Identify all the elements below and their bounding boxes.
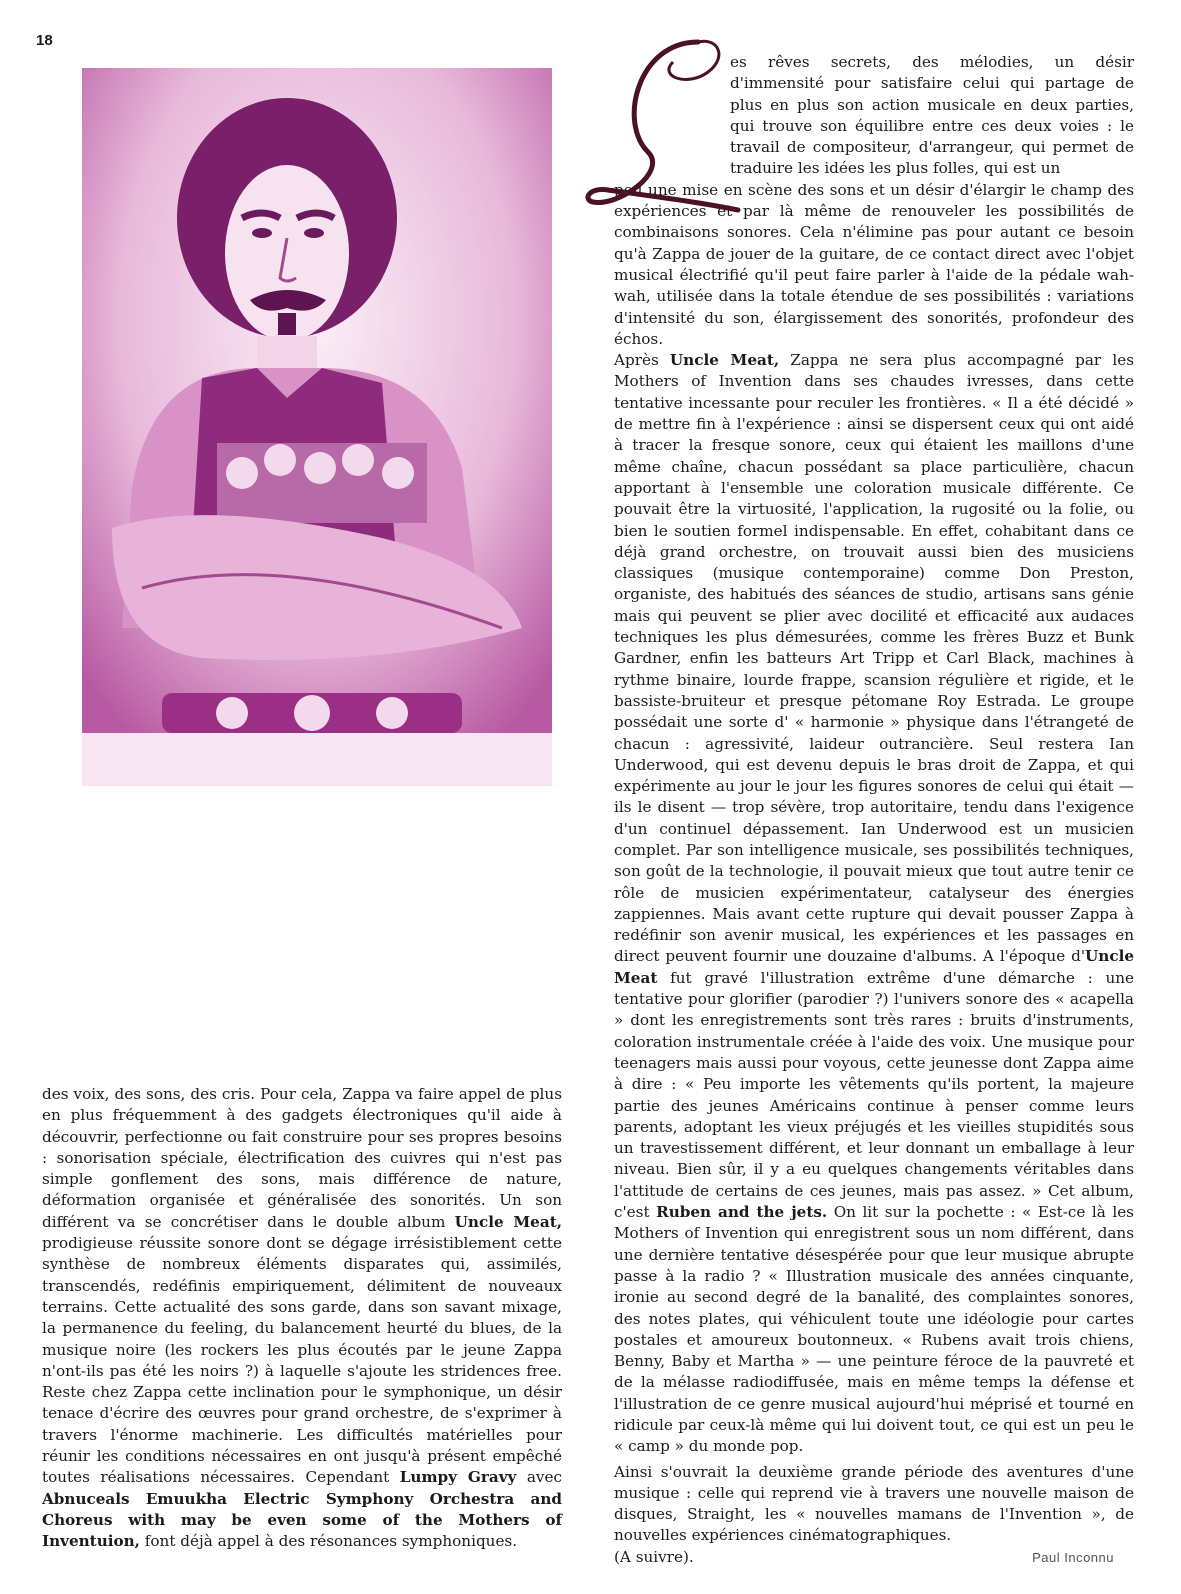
to-be-continued: (A suivre).	[614, 1547, 694, 1566]
paragraph-gadgets: des voix, des sons, des cris. Pour cela, Zappa va faire appel de plus en plus fréquemment à des gadgets électroniques qu'il aide à découvrir, perfectionne ou fait construire pour ses propres besoins : sonorisation spéciale, électrification des cuivres qui n'est pas simple gonflement des sons, mais différence de nature, déformation organisée et généralisée des sonorités. Un son différent va se concrétiser dans le double album Uncle Meat, prodigieuse réussite sonore dont se dégage irrésistiblement cette synthèse de nombreux éléments disparates qui, assimilés, transcendés, redéfinis empiriquement, délimitent de nouveaux terrains. Cette actualité des sons garde, dans son savant mixage, la permanence du feeling, du balancement heurté du blues, de la musique noire (les rockers les plus écoutés par le jeune Zappa n'ont-ils pas été les noirs ?) à laquelle s'ajoute les stridences free. Reste chez Zappa cette inclination pour le symphonique, un désir tenace d'écrire des œuvres pour grand orchestre, de s'exprimer à travers l'énorme machinerie. Les difficultés matérielles pour réunir les conditions nécessaires en ont jusqu'à présent empêché toutes réalisations nécessaires. Cependant Lumpy Gravy avec Abnuceals Emuukha Electric Symphony Orchestra and Choreus with may be even some of the Mothers of Inventuion, font déjà appel à des résonances symphoniques.	[42, 1085, 562, 1551]
author-signature: Paul Inconnu	[1032, 1549, 1114, 1565]
svg-text:L: L	[578, 32, 579, 33]
paragraph-intro: es rêves secrets, des mélodies, un désir d'immensité pour satisfaire celui qui partage de plus en plus son action musicale en deux parties, qui trouve son équilibre entre ces deux voies : le travail de compositeur, d'arrangeur, qui permet de traduire les idées les plus folles, qui est un	[730, 53, 1134, 178]
paragraph-second-period: Ainsi s'ouvrait la deuxième grande période des aventures d'une musique : celle qui reprend vie à travers une nouvelle maison de disques, Straight, les « nouvelles mamans de l'Invention », de nouvelles expériences cinématographiques.	[614, 1462, 1134, 1545]
paragraph-intro-continued: peu une mise en scène des sons et un désir d'élargir le champ des expériences et par là même de renouveler les possibilités de combinaisons sonores. Cela n'élimine pas pour autant ce besoin qu'à Zappa de jouer de la guitare, de ce contact direct avec l'objet musical électrifié qu'il peut faire parler à l'aide de la pédale wah-wah, utilisée dans la totale étendue de ses possibilités : variations d'intensité du son, élargissement des sonorités, profondeur des échos.	[614, 180, 1134, 348]
left-column	[42, 1084, 562, 1553]
dropcap-letter	[578, 32, 748, 222]
portrait-illustration-icon	[82, 68, 552, 786]
album-cover-illustration	[82, 68, 552, 786]
signoff	[614, 1547, 1134, 1568]
paragraph-uncle-meat: Après Uncle Meat, Zappa ne sera plus accompagné par les Mothers of Invention dans ses chaudes ivresses, dans cette tentative incessante pour reculer les frontières. « Il a été décidé » de mettre fin à l'expérience : ainsi se dispersent ceux qui ont aidé à tracer la fresque sonore, ceux qui étaient les maillons d'une même chaîne, chacun possédant sa place particulière, chacun apportant à l'ensemble une coloration musicale différente. Ce pouvait être la virtuosité, l'application, la rugosité ou la folie, ou bien le soutien formel indispensable. En effet, cohabitant dans ce déjà grand orchestre, on trouvait aussi bien des musiciens classiques (musique contemporaine) comme Don Preston, organiste, des habitués des séances de studio, artisans sans génie mais qui peuvent se plier avec docilité et efficacité aux audaces techniques les plus démesurées, comme les frères Buzz et Bunk Gardner, enfin les batteurs Art Tripp et Carl Black, machines à rythme binaire, lourde frappe, scansion régulière et rigide, et le bassiste-bruiteur et presque pétomane Roy Estrada. Le groupe possédait une sorte d' « harmonie » physique dans l'étrangeté de chacun : agressivité, laideur outrancière. Seul restera Ian Underwood, qui est devenu depuis le bras droit de Zappa, et qui expérimente au jour le jour les figures sonores de celui qui était — ils le disent — trop sévère, trop autoritaire, tendu dans l'exigence d'un continuel dépassement. Ian Underwood est un musicien complet. Par son intelligence musicale, ses possibilités techniques, son goût de la technologie, il pouvait mieux que tout autre tenir ce rôle de musicien expérimentateur, catalyseur des énergies zappiennes. Mais avant cette rupture qui devait pousser Zappa à redéfinir son avenir musical, les expériences et les passages en direct peuvent fournir une douzaine d'albums. A l'époque d'Uncle Meat fut gravé l'illustration extrême d'une démarche : une tentative pour glorifier (parodier ?) l'univers sonore des « acapella » dont les enregistrements sont très rares : bruits d'instruments, coloration instrumentale créée à l'aide des voix. Une musique pour teenagers mais aussi pour voyous, cette jeunesse dont Zappa aime à dire : « Peu importe les vêtements qu'ils portent, la majeure partie des jeunes Américains continue à penser comme leurs parents, adoptant les vieux préjugés et les vieilles stupidités sous un travestissement différent, et leur donnant un emballage à leur niveau. Bien sûr, il y a eu quelques changements véritables dans l'attitude de certains de ces jeunes, mais pas assez. » Cet album, c'est Ruben and the jets. On lit sur la pochette : « Est-ce là les Mothers of Invention qui enregistrent sous un nom différent, dans une dernière tentative désespérée pour que leur musique abrupte passe à la radio ? « Illustration musicale des années cinquante, ironie au second degré de la banalité, des complaintes sonores, des notes plates, qui véhiculent toute une idéologie pour cartes postales et amoureux boutonneux. « Rubens avait trois chiens, Benny, Baby et Martha » — une peinture féroce de la pauvreté et de la mélasse radiodiffusée, mais en même temps la défense et l'illustration de ce genre musical aujourd'hui méprisé et tourné en ridicule par ceux-là même qui lui doivent tout, ce qui est un peu le « camp » du monde pop.	[614, 351, 1134, 1456]
page-number: 18	[36, 32, 53, 49]
right-column	[578, 32, 1134, 1568]
